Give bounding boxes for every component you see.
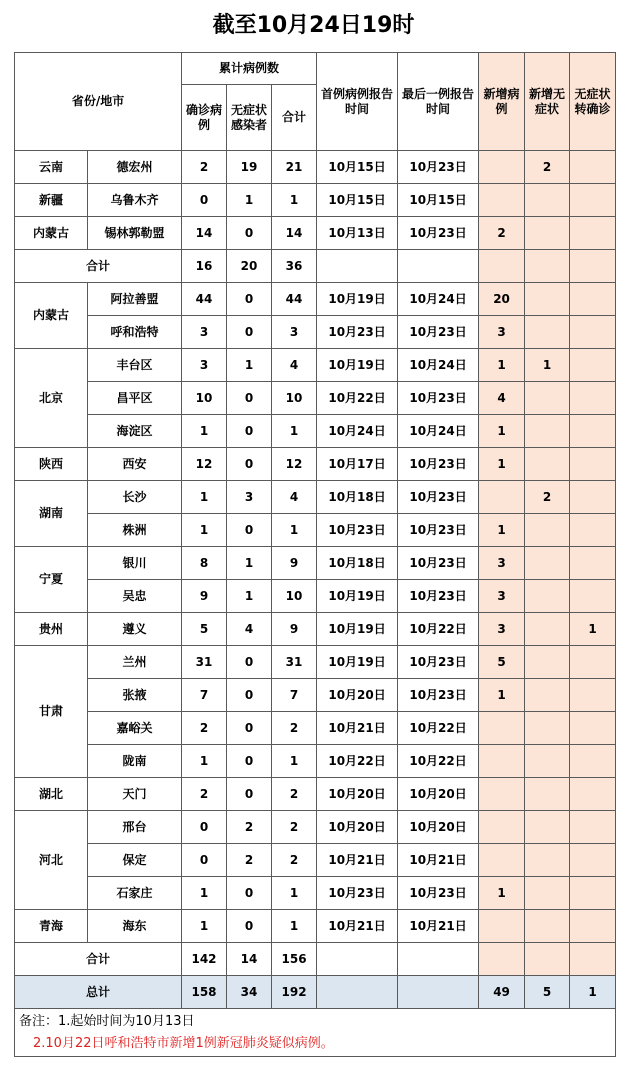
confirmed-cell: 0 [182, 844, 227, 877]
new-cases-cell [479, 943, 525, 976]
new-asymptomatic-cell [525, 283, 570, 316]
asymptomatic-cell: 0 [227, 382, 272, 415]
first-report-cell: 10月20日 [317, 778, 398, 811]
table-row [15, 646, 616, 679]
asym-to-confirmed-cell [570, 844, 616, 877]
new-asymptomatic-cell [525, 184, 570, 217]
city-cell: 银川 [88, 547, 182, 580]
asymptomatic-cell: 1 [227, 547, 272, 580]
table-row [15, 844, 616, 877]
asym-to-confirmed-cell [570, 349, 616, 382]
new-asymptomatic-cell: 2 [525, 151, 570, 184]
first-report-cell: 10月23日 [317, 514, 398, 547]
confirmed-cell: 44 [182, 283, 227, 316]
total-cell: 31 [272, 646, 317, 679]
first-report-cell: 10月18日 [317, 547, 398, 580]
total-cell: 1 [272, 877, 317, 910]
first-report-cell: 10月15日 [317, 184, 398, 217]
new-cases-cell [479, 481, 525, 514]
new-cases-cell [479, 151, 525, 184]
confirmed-cell: 10 [182, 382, 227, 415]
asym-to-confirmed-cell [570, 877, 616, 910]
first-report-cell: 10月23日 [317, 877, 398, 910]
province-cell: 陕西 [15, 448, 88, 481]
first-report-cell: 10月15日 [317, 151, 398, 184]
table-row [15, 877, 616, 910]
asym-to-confirmed-cell [570, 811, 616, 844]
city-cell: 丰台区 [88, 349, 182, 382]
confirmed-cell: 0 [182, 811, 227, 844]
header-first-report: 首例病例报告时间 [317, 53, 398, 151]
table-row [15, 382, 616, 415]
confirmed-cell: 1 [182, 877, 227, 910]
city-cell: 遵义 [88, 613, 182, 646]
header-asym-to-confirmed: 无症状转确诊 [570, 53, 616, 151]
confirmed-cell: 7 [182, 679, 227, 712]
confirmed-cell: 1 [182, 910, 227, 943]
first-report-cell: 10月21日 [317, 844, 398, 877]
total-cell: 21 [272, 151, 317, 184]
confirmed-cell: 2 [182, 712, 227, 745]
new-cases-cell: 49 [479, 976, 525, 1009]
total-cell: 9 [272, 547, 317, 580]
city-cell: 兰州 [88, 646, 182, 679]
last-report-cell: 10月20日 [398, 778, 479, 811]
new-asymptomatic-cell [525, 943, 570, 976]
confirmed-cell: 1 [182, 415, 227, 448]
total-cell: 10 [272, 580, 317, 613]
asymptomatic-cell: 0 [227, 745, 272, 778]
province-cell: 河北 [15, 811, 88, 910]
first-report-cell: 10月19日 [317, 613, 398, 646]
province-cell: 宁夏 [15, 547, 88, 613]
last-report-cell: 10月22日 [398, 712, 479, 745]
confirmed-cell: 3 [182, 349, 227, 382]
new-cases-cell [479, 778, 525, 811]
first-report-cell: 10月17日 [317, 448, 398, 481]
new-cases-cell: 3 [479, 547, 525, 580]
asymptomatic-cell: 0 [227, 316, 272, 349]
new-asymptomatic-cell [525, 382, 570, 415]
asym-to-confirmed-cell: 1 [570, 613, 616, 646]
table-row [15, 547, 616, 580]
asymptomatic-cell: 0 [227, 877, 272, 910]
new-cases-cell: 1 [479, 415, 525, 448]
asym-to-confirmed-cell [570, 679, 616, 712]
city-cell: 株洲 [88, 514, 182, 547]
last-report-cell: 10月21日 [398, 844, 479, 877]
new-asymptomatic-cell [525, 778, 570, 811]
first-report-cell: 10月13日 [317, 217, 398, 250]
new-cases-cell: 3 [479, 316, 525, 349]
header-region: 省份/地市 [15, 53, 182, 151]
asym-to-confirmed-cell [570, 382, 616, 415]
confirmed-cell: 31 [182, 646, 227, 679]
table-row [15, 811, 616, 844]
asymptomatic-cell: 0 [227, 646, 272, 679]
last-report-cell: 10月23日 [398, 679, 479, 712]
last-report-cell: 10月22日 [398, 745, 479, 778]
asym-to-confirmed-cell [570, 943, 616, 976]
total-cell: 4 [272, 481, 317, 514]
total-cell: 1 [272, 745, 317, 778]
asymptomatic-cell: 2 [227, 844, 272, 877]
province-cell: 北京 [15, 349, 88, 448]
table-row [15, 349, 616, 382]
new-asymptomatic-cell [525, 514, 570, 547]
table-row [15, 745, 616, 778]
new-cases-cell: 20 [479, 283, 525, 316]
city-cell: 陇南 [88, 745, 182, 778]
confirmed-cell: 2 [182, 151, 227, 184]
table-row [15, 481, 616, 514]
total-cell: 2 [272, 811, 317, 844]
city-cell: 张掖 [88, 679, 182, 712]
confirmed-cell: 0 [182, 184, 227, 217]
last-report-cell [398, 976, 479, 1009]
new-asymptomatic-cell: 1 [525, 349, 570, 382]
asym-to-confirmed-cell [570, 745, 616, 778]
city-cell: 嘉峪关 [88, 712, 182, 745]
last-report-cell: 10月23日 [398, 580, 479, 613]
new-cases-cell: 3 [479, 580, 525, 613]
asym-to-confirmed-cell [570, 283, 616, 316]
asymptomatic-cell: 1 [227, 349, 272, 382]
new-asymptomatic-cell [525, 613, 570, 646]
total-cell: 1 [272, 910, 317, 943]
first-report-cell: 10月21日 [317, 910, 398, 943]
last-report-cell: 10月23日 [398, 514, 479, 547]
last-report-cell: 10月23日 [398, 316, 479, 349]
new-cases-cell: 1 [479, 349, 525, 382]
city-cell: 保定 [88, 844, 182, 877]
city-cell: 邢台 [88, 811, 182, 844]
grand-total-row [15, 976, 616, 1009]
table-row [15, 712, 616, 745]
first-report-cell [317, 976, 398, 1009]
confirmed-cell: 5 [182, 613, 227, 646]
first-report-cell: 10月21日 [317, 712, 398, 745]
total-cell: 14 [272, 217, 317, 250]
province-cell: 新疆 [15, 184, 88, 217]
table-row [15, 316, 616, 349]
confirmed-cell: 1 [182, 514, 227, 547]
new-cases-cell [479, 745, 525, 778]
first-report-cell [317, 250, 398, 283]
confirmed-cell: 2 [182, 778, 227, 811]
last-report-cell: 10月23日 [398, 217, 479, 250]
last-report-cell: 10月22日 [398, 613, 479, 646]
province-cell: 贵州 [15, 613, 88, 646]
table-row [15, 283, 616, 316]
asym-to-confirmed-cell [570, 580, 616, 613]
asymptomatic-cell: 1 [227, 184, 272, 217]
province-cell: 内蒙古 [15, 217, 88, 250]
subtotal-label: 合计 [15, 943, 182, 976]
total-cell: 2 [272, 712, 317, 745]
first-report-cell: 10月22日 [317, 745, 398, 778]
total-cell: 1 [272, 514, 317, 547]
table-row [15, 580, 616, 613]
new-cases-cell [479, 910, 525, 943]
province-cell: 内蒙古 [15, 283, 88, 349]
city-cell: 德宏州 [88, 151, 182, 184]
asymptomatic-cell: 0 [227, 283, 272, 316]
header-asymptomatic: 无症状感染者 [227, 85, 272, 151]
first-report-cell: 10月20日 [317, 679, 398, 712]
asym-to-confirmed-cell: 1 [570, 976, 616, 1009]
asymptomatic-cell: 3 [227, 481, 272, 514]
province-cell: 湖北 [15, 778, 88, 811]
city-cell: 吴忠 [88, 580, 182, 613]
last-report-cell: 10月21日 [398, 910, 479, 943]
total-cell: 2 [272, 844, 317, 877]
total-cell: 9 [272, 613, 317, 646]
header-new-cases: 新增病例 [479, 53, 525, 151]
new-asymptomatic-cell [525, 646, 570, 679]
last-report-cell: 10月23日 [398, 151, 479, 184]
header-total: 合计 [272, 85, 317, 151]
province-cell: 青海 [15, 910, 88, 943]
confirmed-cell: 8 [182, 547, 227, 580]
asym-to-confirmed-cell [570, 778, 616, 811]
total-cell: 3 [272, 316, 317, 349]
confirmed-cell: 16 [182, 250, 227, 283]
last-report-cell: 10月23日 [398, 646, 479, 679]
city-cell: 乌鲁木齐 [88, 184, 182, 217]
subtotal-row [15, 250, 616, 283]
confirmed-cell: 14 [182, 217, 227, 250]
new-asymptomatic-cell [525, 811, 570, 844]
asymptomatic-cell: 4 [227, 613, 272, 646]
confirmed-cell: 9 [182, 580, 227, 613]
last-report-cell [398, 943, 479, 976]
city-cell: 阿拉善盟 [88, 283, 182, 316]
asym-to-confirmed-cell [570, 316, 616, 349]
last-report-cell [398, 250, 479, 283]
new-asymptomatic-cell: 5 [525, 976, 570, 1009]
last-report-cell: 10月23日 [398, 448, 479, 481]
asymptomatic-cell: 14 [227, 943, 272, 976]
note-line-2: 2.10月22日呼和浩特市新增1例新冠肺炎疑似病例。 [33, 1035, 334, 1051]
new-asymptomatic-cell [525, 415, 570, 448]
confirmed-cell: 1 [182, 481, 227, 514]
table-row [15, 514, 616, 547]
total-cell: 4 [272, 349, 317, 382]
table-row [15, 910, 616, 943]
asymptomatic-cell: 0 [227, 910, 272, 943]
table-row [15, 778, 616, 811]
asymptomatic-cell: 0 [227, 712, 272, 745]
first-report-cell [317, 943, 398, 976]
last-report-cell: 10月23日 [398, 547, 479, 580]
header-new-asymptomatic: 新增无症状 [525, 53, 570, 151]
new-cases-cell: 1 [479, 448, 525, 481]
asymptomatic-cell: 0 [227, 514, 272, 547]
asymptomatic-cell: 0 [227, 778, 272, 811]
asymptomatic-cell: 19 [227, 151, 272, 184]
asym-to-confirmed-cell [570, 448, 616, 481]
page-title: 截至10月24日19时 [212, 13, 415, 38]
total-cell: 156 [272, 943, 317, 976]
new-asymptomatic-cell [525, 316, 570, 349]
province-cell: 湖南 [15, 481, 88, 547]
first-report-cell: 10月18日 [317, 481, 398, 514]
new-asymptomatic-cell [525, 448, 570, 481]
total-cell: 44 [272, 283, 317, 316]
province-cell: 云南 [15, 151, 88, 184]
asym-to-confirmed-cell [570, 910, 616, 943]
subtotal-label: 合计 [15, 250, 182, 283]
last-report-cell: 10月20日 [398, 811, 479, 844]
total-cell: 1 [272, 184, 317, 217]
table-row [15, 184, 616, 217]
last-report-cell: 10月23日 [398, 877, 479, 910]
city-cell: 昌平区 [88, 382, 182, 415]
new-cases-cell: 4 [479, 382, 525, 415]
new-cases-cell [479, 250, 525, 283]
last-report-cell: 10月24日 [398, 283, 479, 316]
new-asymptomatic-cell [525, 217, 570, 250]
asym-to-confirmed-cell [570, 415, 616, 448]
last-report-cell: 10月23日 [398, 382, 479, 415]
first-report-cell: 10月19日 [317, 349, 398, 382]
total-cell: 1 [272, 415, 317, 448]
asym-to-confirmed-cell [570, 184, 616, 217]
city-cell: 石家庄 [88, 877, 182, 910]
city-cell: 海淀区 [88, 415, 182, 448]
new-asymptomatic-cell [525, 910, 570, 943]
new-cases-cell [479, 184, 525, 217]
new-asymptomatic-cell [525, 547, 570, 580]
new-cases-cell: 1 [479, 877, 525, 910]
new-cases-cell: 3 [479, 613, 525, 646]
asym-to-confirmed-cell [570, 712, 616, 745]
province-cell: 甘肃 [15, 646, 88, 778]
last-report-cell: 10月24日 [398, 415, 479, 448]
total-cell: 7 [272, 679, 317, 712]
city-cell: 西安 [88, 448, 182, 481]
city-cell: 天门 [88, 778, 182, 811]
asymptomatic-cell: 1 [227, 580, 272, 613]
notes-cell [15, 1009, 616, 1057]
new-asymptomatic-cell [525, 679, 570, 712]
subtotal-label: 总计 [15, 976, 182, 1009]
city-cell: 锡林郭勒盟 [88, 217, 182, 250]
last-report-cell: 10月23日 [398, 481, 479, 514]
subtotal-row [15, 943, 616, 976]
asym-to-confirmed-cell [570, 481, 616, 514]
asymptomatic-cell: 2 [227, 811, 272, 844]
new-asymptomatic-cell: 2 [525, 481, 570, 514]
table-row [15, 613, 616, 646]
asym-to-confirmed-cell [570, 646, 616, 679]
first-report-cell: 10月22日 [317, 382, 398, 415]
last-report-cell: 10月15日 [398, 184, 479, 217]
total-cell: 2 [272, 778, 317, 811]
asym-to-confirmed-cell [570, 217, 616, 250]
first-report-cell: 10月19日 [317, 646, 398, 679]
first-report-cell: 10月19日 [317, 580, 398, 613]
asymptomatic-cell: 0 [227, 448, 272, 481]
city-cell: 长沙 [88, 481, 182, 514]
total-cell: 12 [272, 448, 317, 481]
new-cases-cell [479, 844, 525, 877]
asym-to-confirmed-cell [570, 514, 616, 547]
city-cell: 呼和浩特 [88, 316, 182, 349]
new-cases-cell: 1 [479, 514, 525, 547]
table-row [15, 217, 616, 250]
confirmed-cell: 1 [182, 745, 227, 778]
table-row [15, 415, 616, 448]
case-table [14, 52, 616, 1057]
new-cases-cell [479, 811, 525, 844]
first-report-cell: 10月19日 [317, 283, 398, 316]
table-row [15, 448, 616, 481]
new-cases-cell: 5 [479, 646, 525, 679]
new-asymptomatic-cell [525, 250, 570, 283]
city-cell: 海东 [88, 910, 182, 943]
asym-to-confirmed-cell [570, 547, 616, 580]
confirmed-cell: 142 [182, 943, 227, 976]
new-asymptomatic-cell [525, 877, 570, 910]
asymptomatic-cell: 0 [227, 415, 272, 448]
notes-row [15, 1009, 616, 1057]
new-cases-cell: 2 [479, 217, 525, 250]
total-cell: 10 [272, 382, 317, 415]
new-asymptomatic-cell [525, 712, 570, 745]
new-cases-cell [479, 712, 525, 745]
asymptomatic-cell: 34 [227, 976, 272, 1009]
asymptomatic-cell: 0 [227, 679, 272, 712]
first-report-cell: 10月23日 [317, 316, 398, 349]
first-report-cell: 10月24日 [317, 415, 398, 448]
total-cell: 192 [272, 976, 317, 1009]
confirmed-cell: 12 [182, 448, 227, 481]
asymptomatic-cell: 20 [227, 250, 272, 283]
first-report-cell: 10月20日 [317, 811, 398, 844]
header-last-report: 最后一例报告时间 [398, 53, 479, 151]
asymptomatic-cell: 0 [227, 217, 272, 250]
confirmed-cell: 3 [182, 316, 227, 349]
new-asymptomatic-cell [525, 580, 570, 613]
new-asymptomatic-cell [525, 745, 570, 778]
header-confirmed: 确诊病例 [182, 85, 227, 151]
table-row [15, 151, 616, 184]
asym-to-confirmed-cell [570, 151, 616, 184]
header-cumulative: 累计病例数 [182, 53, 317, 85]
asym-to-confirmed-cell [570, 250, 616, 283]
new-cases-cell: 1 [479, 679, 525, 712]
table-row [15, 679, 616, 712]
new-asymptomatic-cell [525, 844, 570, 877]
last-report-cell: 10月24日 [398, 349, 479, 382]
total-cell: 36 [272, 250, 317, 283]
note-line-1: 备注：1.起始时间为10月13日 [19, 1013, 195, 1029]
confirmed-cell: 158 [182, 976, 227, 1009]
